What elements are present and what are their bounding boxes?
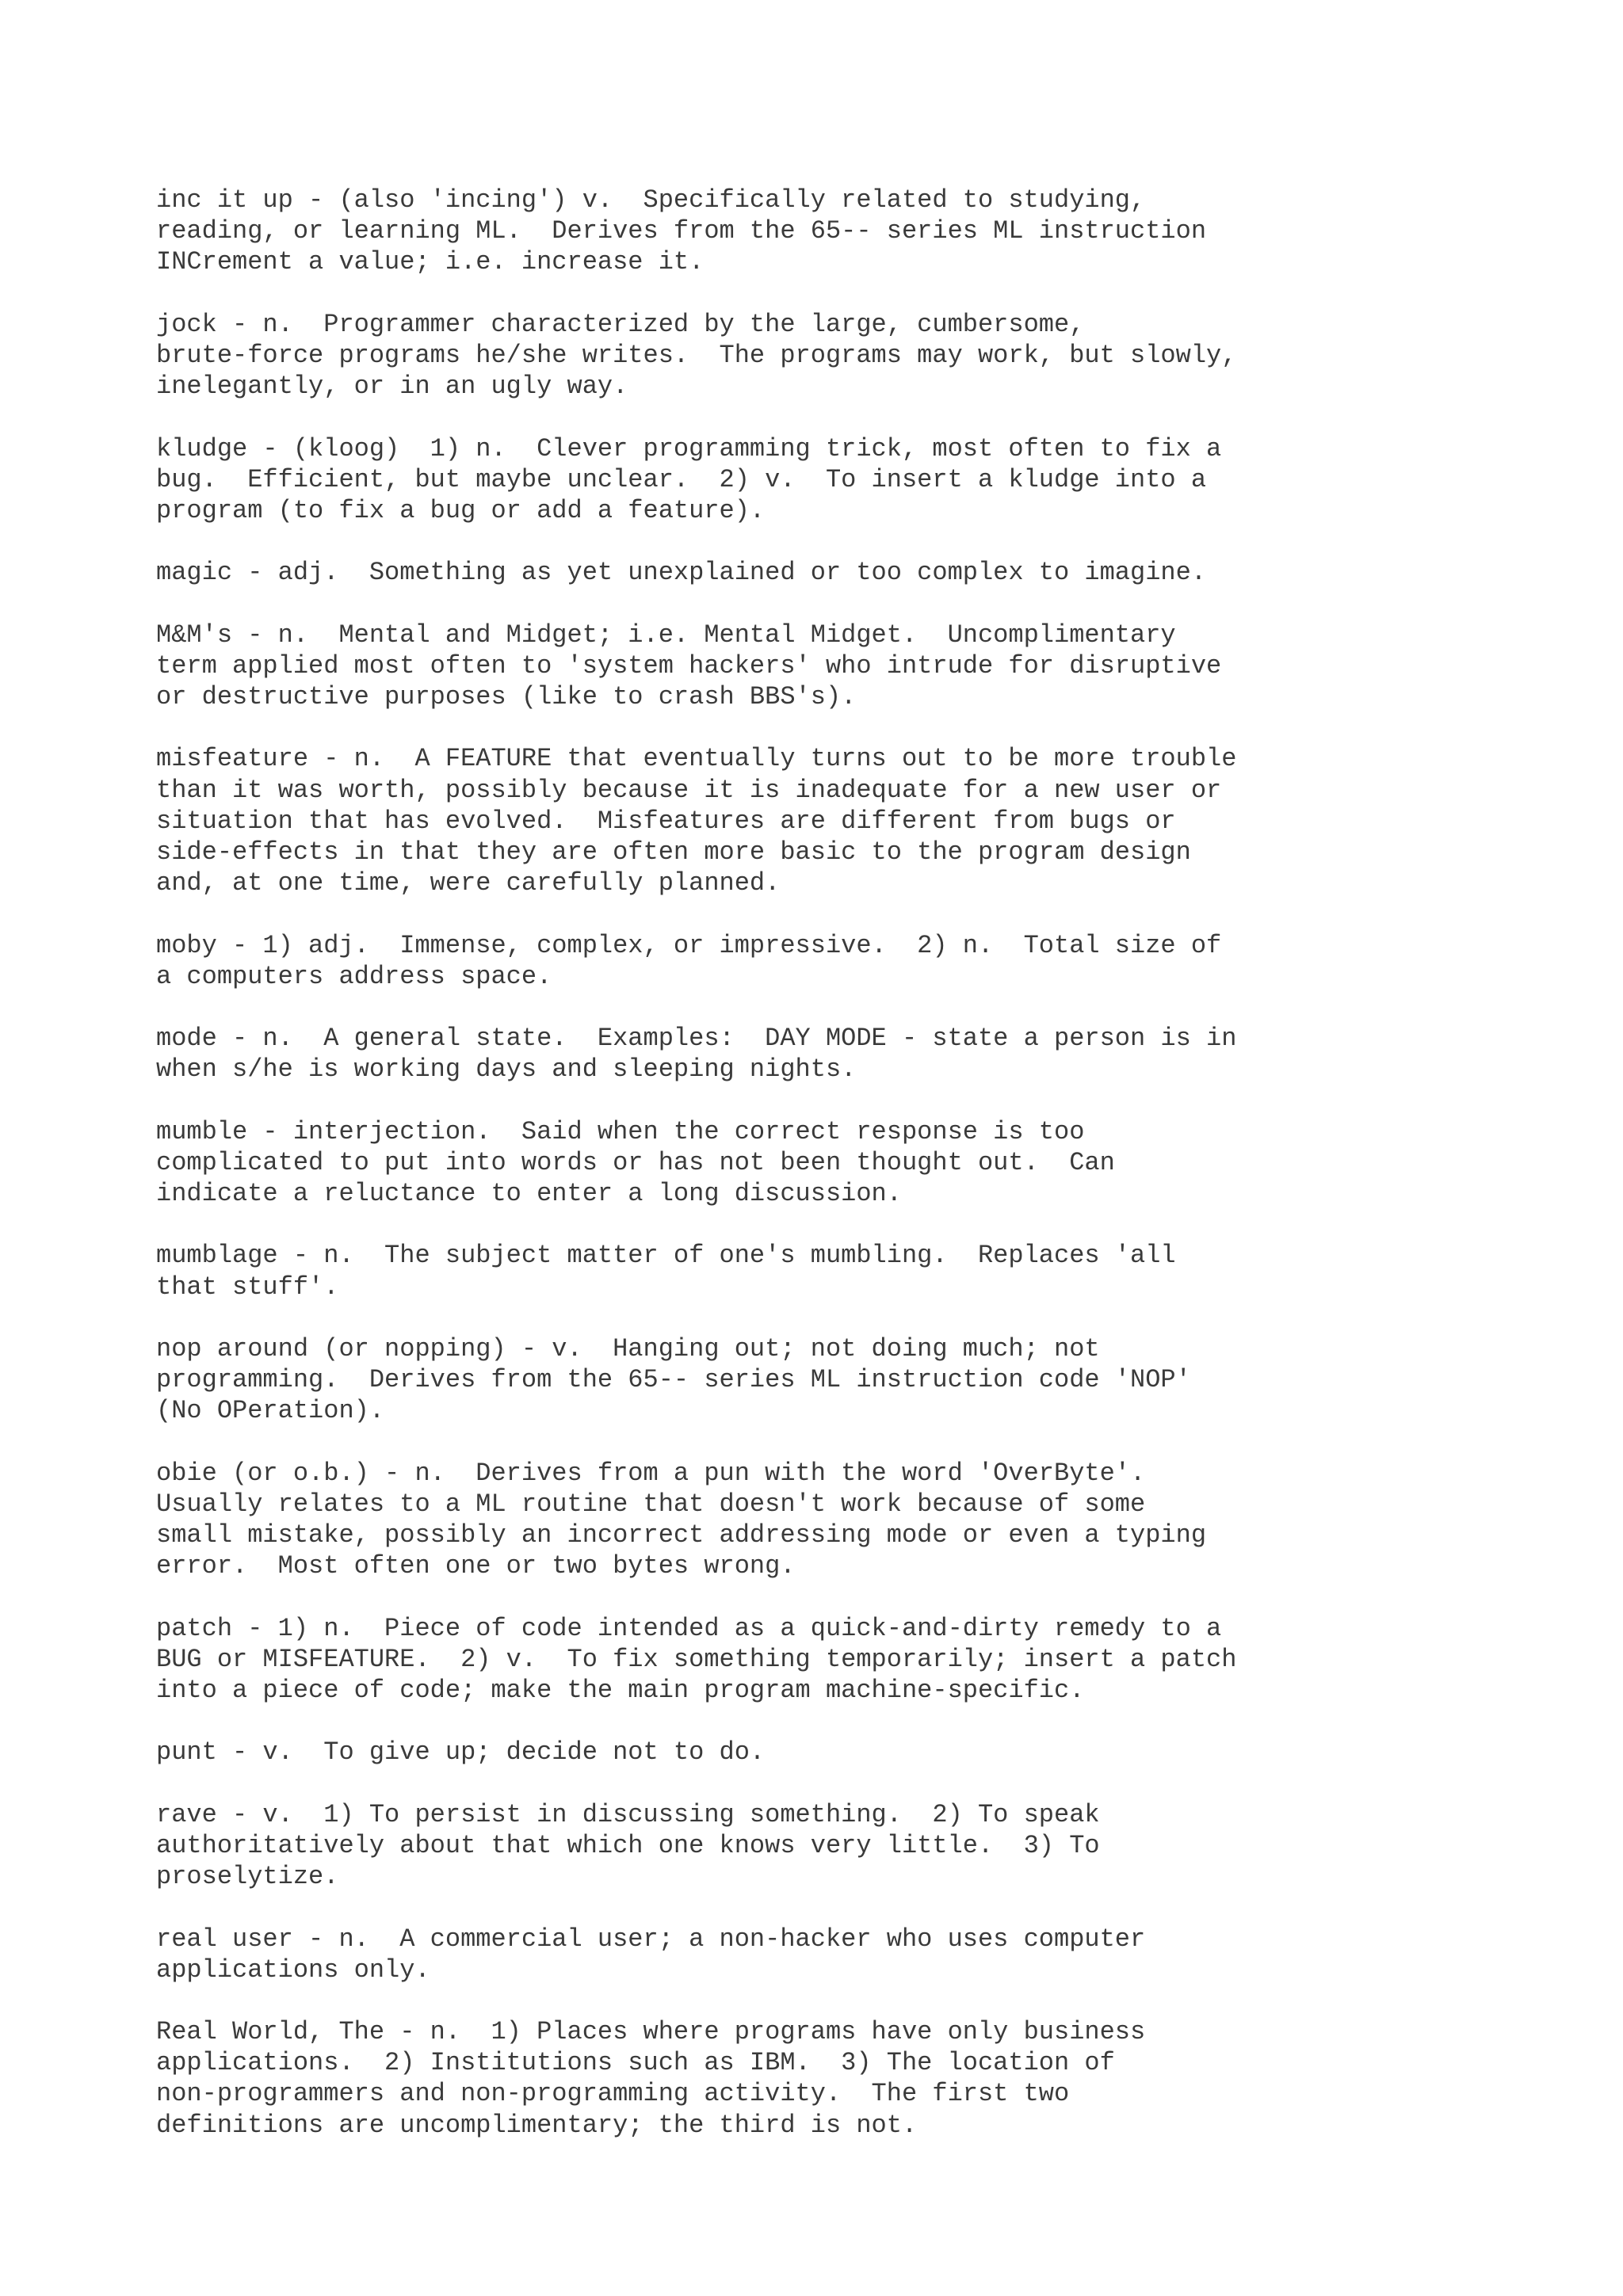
entry-line: Real World, The - n. 1) Places where programs have only business xyxy=(156,2017,1146,2047)
entry-line: inc it up - (also 'incing') v. Specifically related to studying, xyxy=(156,185,1146,215)
entry-line: BUG or MISFEATURE. 2) v. To fix something temporarily; insert a patch xyxy=(156,1644,1237,1674)
entry-line: applications only. xyxy=(156,1955,430,1985)
entry-line: into a piece of code; make the main program machine-specific. xyxy=(156,1676,1085,1705)
glossary-entry xyxy=(156,1333,1551,1427)
entry-line: jock - n. Programmer characterized by the large, cumbersome, xyxy=(156,309,1085,339)
entry-line: patch - 1) n. Piece of code intended as a quick-and-dirty remedy to a xyxy=(156,1613,1222,1643)
glossary-entry xyxy=(156,557,1551,588)
glossary-entry xyxy=(156,620,1551,713)
entry-line: M&M's - n. Mental and Midget; i.e. Mental Midget. Uncomplimentary xyxy=(156,620,1176,650)
entry-line: complicated to put into words or has not been thought out. Can xyxy=(156,1147,1115,1177)
entry-line: misfeature - n. A FEATURE that eventually turns out to be more trouble xyxy=(156,744,1237,774)
glossary-entry xyxy=(156,1023,1551,1085)
entry-line: brute-force programs he/she writes. The programs may work, but slowly, xyxy=(156,340,1237,370)
entry-line: mumble - interjection. Said when the correct response is too xyxy=(156,1116,1085,1146)
entry-line: reading, or learning ML. Derives from the 65-- series ML instruction xyxy=(156,216,1207,246)
glossary-entry xyxy=(156,743,1551,898)
entry-line: inelegantly, or in an ugly way. xyxy=(156,372,628,402)
entry-line: programming. Derives from the 65-- series ML instruction code 'NOP' xyxy=(156,1365,1191,1395)
entry-line: obie (or o.b.) - n. Derives from a pun with the word 'OverByte'. xyxy=(156,1458,1146,1488)
entry-line: when s/he is working days and sleeping nights. xyxy=(156,1055,857,1085)
entry-line: than it was worth, possibly because it is inadequate for a new user or xyxy=(156,775,1222,805)
entry-line: error. Most often one or two bytes wrong. xyxy=(156,1551,796,1581)
entry-line: (No OPeration). xyxy=(156,1396,385,1426)
entry-line: authoritatively about that which one knows very little. 3) To xyxy=(156,1830,1100,1860)
entry-line: rave - v. 1) To persist in discussing something. 2) To speak xyxy=(156,1799,1100,1829)
entry-line: real user - n. A commercial user; a non-hacker who uses computer xyxy=(156,1924,1146,1954)
glossary-entry xyxy=(156,2016,1551,2141)
entry-line: term applied most often to 'system hackers' who intrude for disruptive xyxy=(156,650,1222,681)
entry-line: bug. Efficient, but maybe unclear. 2) v. To insert a kludge into a xyxy=(156,464,1207,494)
entry-line: proselytize. xyxy=(156,1862,339,1892)
glossary-entry xyxy=(156,433,1551,527)
glossary-entry xyxy=(156,1924,1551,1985)
entry-line: definitions are uncomplimentary; the third is not. xyxy=(156,2110,918,2140)
entry-line: or destructive purposes (like to crash BBS's). xyxy=(156,682,857,711)
entry-line: mode - n. A general state. Examples: DAY MODE - state a person is in xyxy=(156,1024,1237,1054)
entry-line: punt - v. To give up; decide not to do. xyxy=(156,1737,766,1768)
entry-line: program (to fix a bug or add a feature). xyxy=(156,495,766,525)
glossary-entry xyxy=(156,930,1551,992)
entry-line: moby - 1) adj. Immense, complex, or impressive. 2) n. Total size of xyxy=(156,930,1222,960)
entry-line: side-effects in that they are often more basic to the program design xyxy=(156,837,1191,867)
entry-line: a computers address space. xyxy=(156,961,552,991)
entry-line: mumblage - n. The subject matter of one's mumbling. Replaces 'all xyxy=(156,1241,1176,1271)
entry-line: INCrement a value; i.e. increase it. xyxy=(156,247,705,277)
glossary-entry xyxy=(156,309,1551,402)
entry-line: applications. 2) Institutions such as IBM. 3) The location of xyxy=(156,2048,1115,2078)
entry-line: non-programmers and non-programming activity. The first two xyxy=(156,2079,1070,2109)
entry-line: and, at one time, were carefully planned. xyxy=(156,868,781,898)
entry-line: indicate a reluctance to enter a long discussion. xyxy=(156,1179,902,1208)
glossary-entry xyxy=(156,1458,1551,1582)
entry-line: kludge - (kloog) 1) n. Clever programming trick, most often to fix a xyxy=(156,433,1222,463)
glossary-page xyxy=(156,185,1551,2172)
entry-line: Usually relates to a ML routine that doesn't work because of some xyxy=(156,1489,1146,1519)
glossary-entry xyxy=(156,1613,1551,1707)
glossary-entry xyxy=(156,185,1551,278)
entry-line: situation that has evolved. Misfeatures are different from bugs or xyxy=(156,806,1176,836)
glossary-entry xyxy=(156,1116,1551,1210)
entry-line: that stuff'. xyxy=(156,1272,339,1302)
entry-line: nop around (or nopping) - v. Hanging out; not doing much; not xyxy=(156,1333,1100,1363)
entry-line: magic - adj. Something as yet unexplained or too complex to imagine. xyxy=(156,558,1207,588)
glossary-entry xyxy=(156,1240,1551,1302)
glossary-entry xyxy=(156,1737,1551,1768)
entry-line: small mistake, possibly an incorrect addressing mode or even a typing xyxy=(156,1520,1207,1550)
glossary-entry xyxy=(156,1799,1551,1893)
